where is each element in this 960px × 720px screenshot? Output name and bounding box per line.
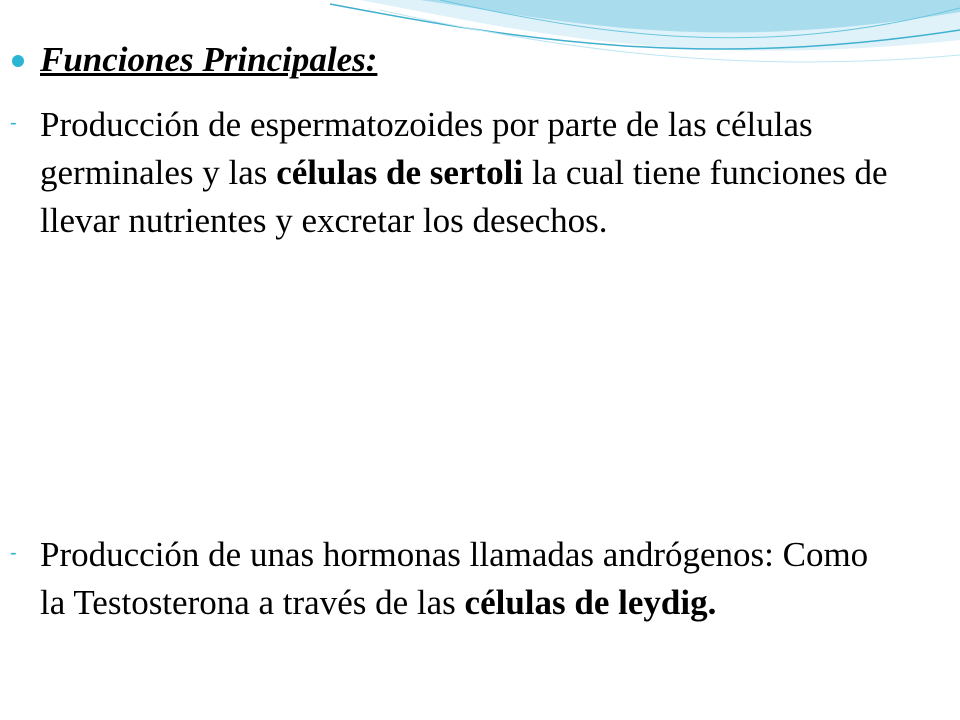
paragraph-1-text-2: la cual tiene funciones de llevar nutrientes y excretar los desechos. [40, 153, 888, 240]
paragraph-1 [40, 101, 890, 245]
paragraph-2-text-1: Producción de unas hormonas llamadas andrógenos: Como la Testosterona a través de las [40, 535, 869, 622]
paragraph-2 [40, 531, 890, 627]
round-bullet-icon [12, 55, 24, 67]
dash-marker-2: - [10, 542, 17, 564]
paragraph-1-text-1: Producción de espermatozoides por parte de las células germinales y las [40, 105, 813, 192]
paragraph-1-bold-1: células de sertoli [276, 153, 524, 192]
slide-heading: Funciones Principales: [40, 40, 378, 79]
paragraph-2-bold-1: células de leydig. [464, 583, 717, 622]
dash-marker-1: - [10, 112, 17, 134]
